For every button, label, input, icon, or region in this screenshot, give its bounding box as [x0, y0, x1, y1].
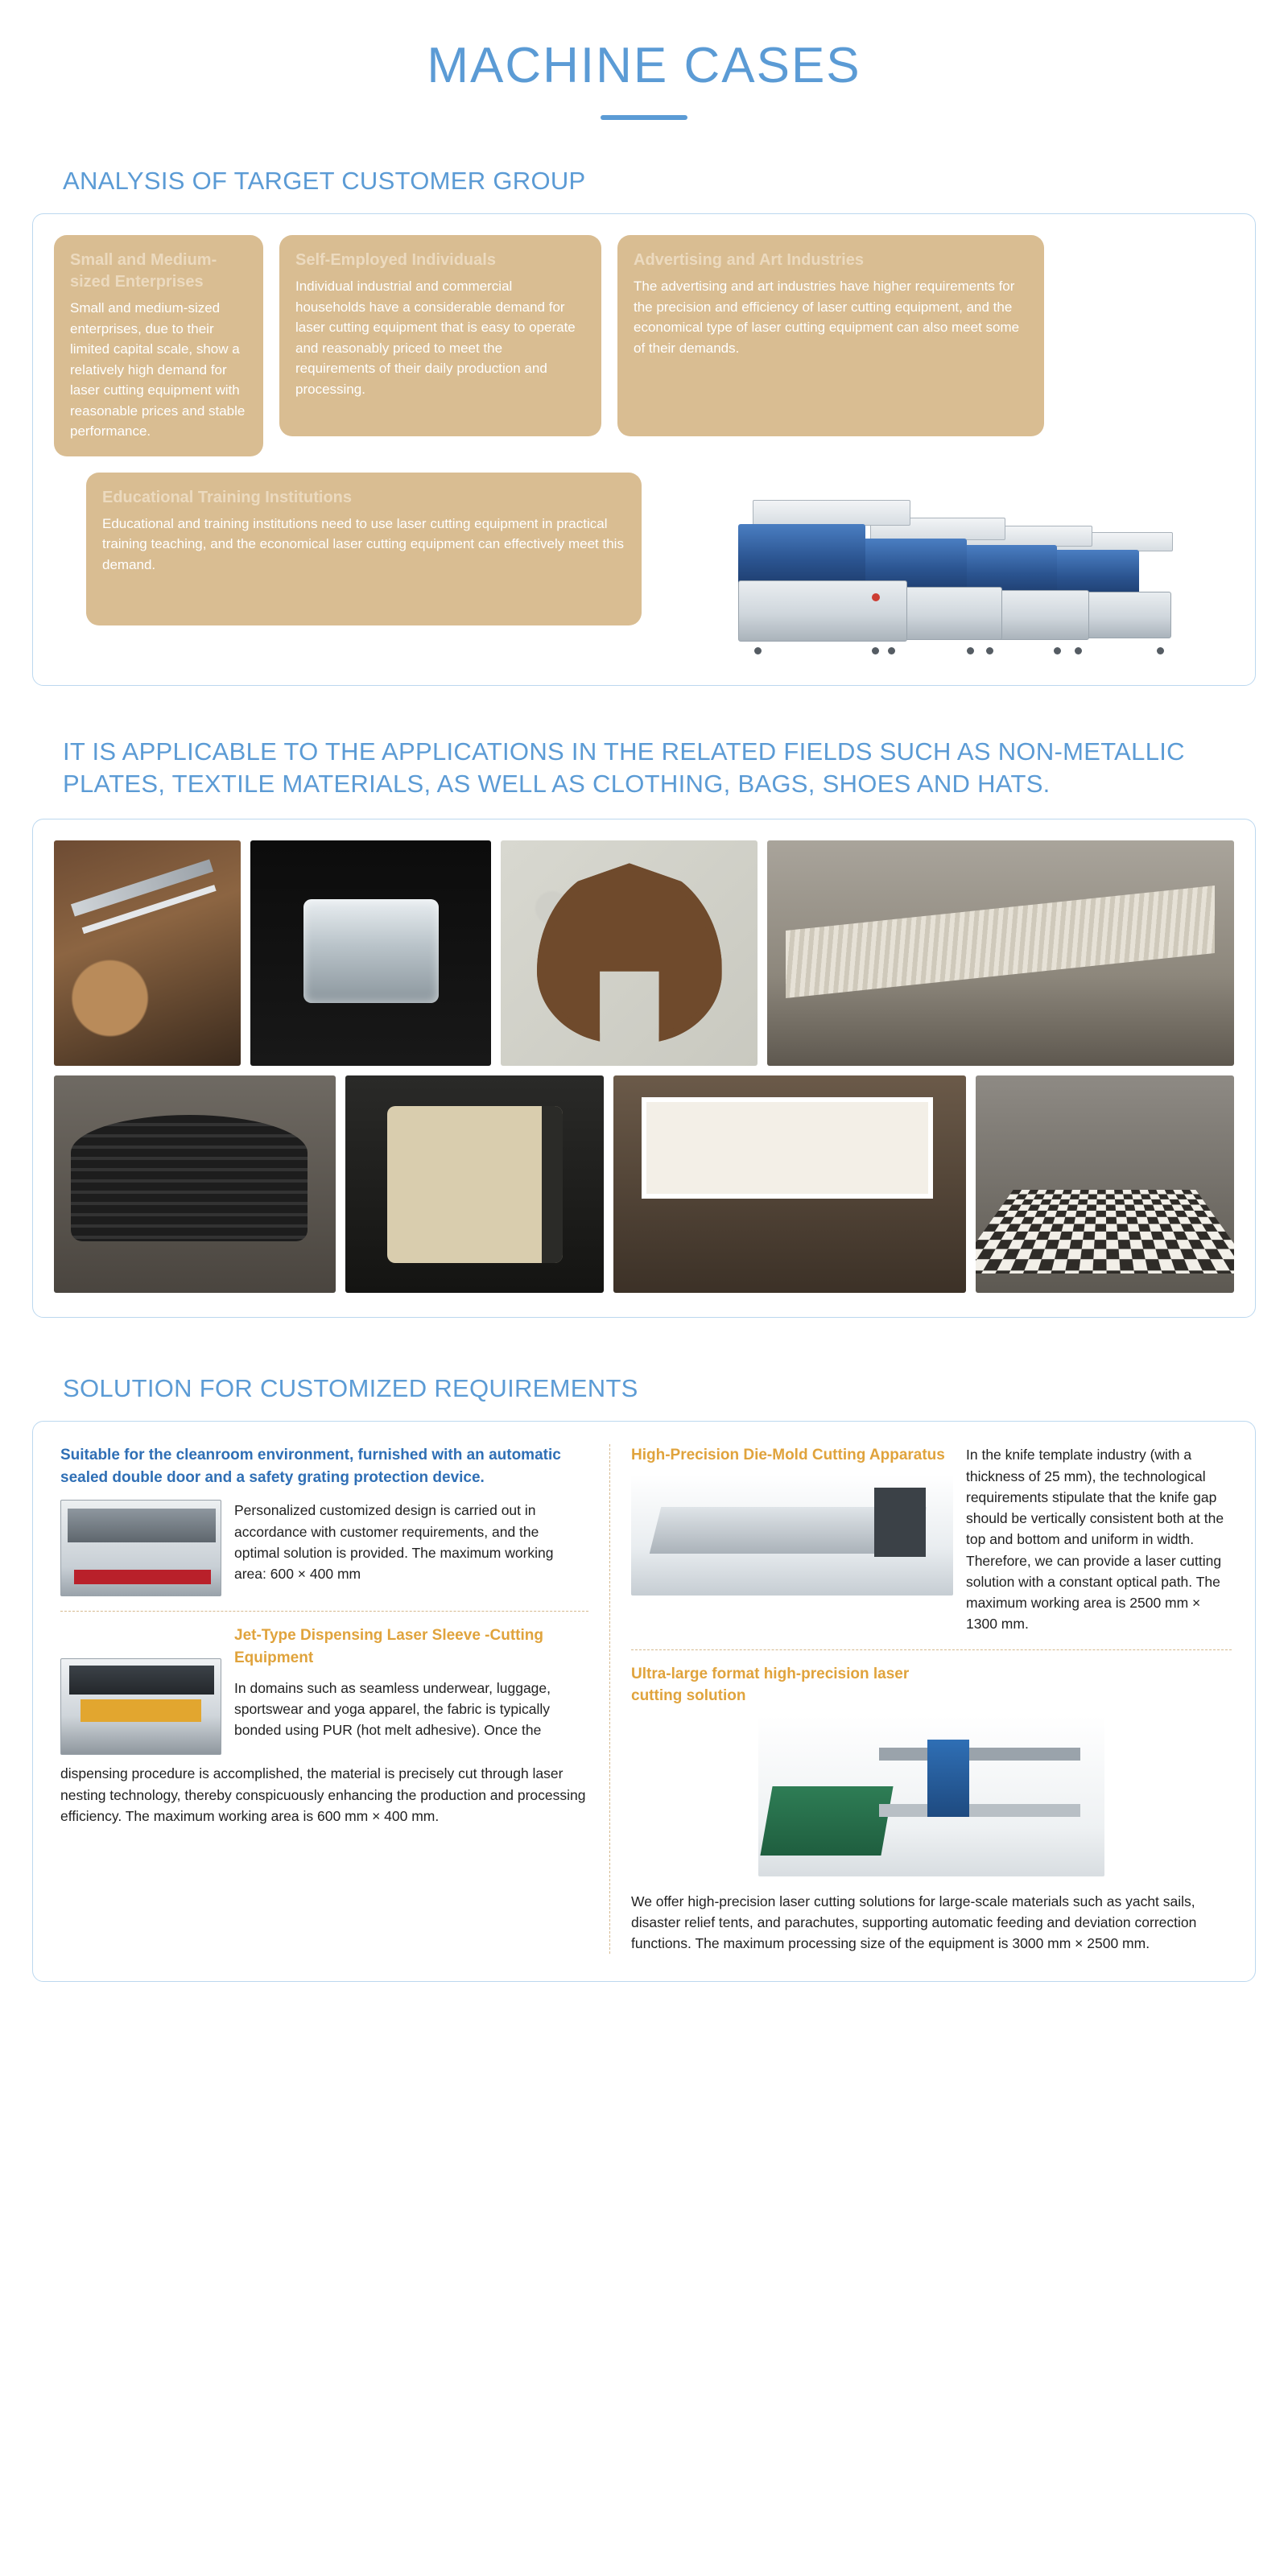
title-underline	[601, 115, 687, 120]
gallery-photo-carved-lace	[501, 840, 758, 1066]
customer-card-sme	[54, 235, 263, 456]
cleanroom-machine-image	[60, 1500, 221, 1596]
solution-item-ultra-large	[631, 1663, 1232, 1955]
gallery-photo-die-board	[345, 1075, 604, 1293]
solution-item-cleanroom	[60, 1444, 588, 1596]
solution-body: Personalized customized design is carried out in accordance with customer requirements, and the optimal solution is provided. The maximum working area: 600 × 400 mm	[234, 1502, 554, 1583]
gallery-photo-wood-caliper	[54, 840, 241, 1066]
gallery-photo-frames	[613, 1075, 966, 1293]
customer-card-advertising-art	[617, 235, 1044, 436]
solutions-left-column	[60, 1444, 609, 1954]
gallery-photo-floor-panel	[976, 1075, 1234, 1293]
section-heading-customer-group: ANALYSIS OF TARGET CUSTOMER GROUP	[63, 167, 586, 195]
solution-content-row	[60, 1624, 588, 1755]
solutions-divider	[60, 1611, 588, 1612]
solution-title: Ultra-large format high-precision laser cutting solution	[631, 1665, 910, 1705]
solution-content-row	[60, 1500, 588, 1596]
solution-body: In domains such as seamless underwear, luggage, sportswear and yoga apparel, the fabric is typically bonded using PUR (hot melt adhesive). Once the	[234, 1679, 551, 1738]
applications-gallery-panel	[32, 819, 1256, 1318]
die-mold-machine-image	[631, 1475, 953, 1596]
solution-body: In the knife template industry (with a thickness of 25 mm), the technological requirements stipulate that the knife gap should be vertically consistent both at the top and bottom and uniform in width. Therefore, we can provide a laser cutting solution with a constant optical path. The maximum working area is 2500 mm × 1300 mm.	[966, 1447, 1224, 1633]
gallery-photo-architectural-model	[767, 840, 1234, 1066]
customer-card-title: Educational Training Institutions	[102, 488, 353, 506]
solutions-panel	[32, 1421, 1256, 1982]
customer-card-body: Educational and training institutions need to use laser cutting equipment in practical training teaching, and the economical laser cutting equipment can effectively meet this demand.	[102, 515, 624, 572]
customer-card-education	[86, 473, 642, 625]
section-heading-applications: IT IS APPLICABLE TO THE APPLICATIONS IN THE RELATED FIELDS SUCH AS NON-METALLIC PLATES, TEXTILE MATERIALS, AS WELL AS CLOTHING, BAGS, SHOES AND HATS.	[63, 737, 1185, 799]
solutions-grid	[60, 1444, 1228, 1954]
gallery-row-2	[54, 1075, 1234, 1293]
customer-card-body: Individual industrial and commercial households have a considerable demand for laser cutting equipment that is easy to operate and reasonably priced to meet the requirements of their daily production and processing.	[295, 279, 576, 397]
gallery-row-1	[54, 840, 1234, 1066]
customer-card-title: Advertising and Art Industries	[634, 251, 864, 269]
solution-title: Suitable for the cleanroom environment, furnished with an automatic sealed double door and a safety grating protection device.	[60, 1447, 561, 1486]
section-heading-solutions: SOLUTION FOR CUSTOMIZED REQUIREMENTS	[63, 1374, 638, 1403]
customer-card-title: Self-Employed Individuals	[295, 251, 496, 269]
customer-card-self-employed	[279, 235, 601, 436]
customer-card-title: Small and Medium-sized Enterprises	[70, 251, 217, 291]
solution-body: We offer high-precision laser cutting solutions for large-scale materials such as yacht sails, disaster relief tents, and parachutes, supporting automatic feeding and deviation correction functions. The maximum processing size of the equipment is 3000 mm × 2500 mm.	[631, 1893, 1197, 1952]
solution-item-jet-dispensing	[60, 1624, 588, 1827]
jet-dispensing-machine-image	[60, 1658, 221, 1755]
customer-card-body: Small and medium-sized enterprises, due to their limited capital scale, show a relatively high demand for laser cutting equipment with reasonable prices and stable performance.	[70, 300, 246, 439]
solutions-right-column	[609, 1444, 1232, 1954]
gallery-photo-leather-stack	[54, 1075, 336, 1293]
ultra-large-machine-image	[758, 1715, 1104, 1876]
solution-item-die-mold	[631, 1444, 1232, 1634]
solution-title: Jet-Type Dispensing Laser Sleeve -Cutting Equipment	[234, 1627, 543, 1666]
solutions-divider	[631, 1649, 1232, 1650]
gallery-photo-acrylic-ring	[250, 840, 492, 1066]
page-title: MACHINE CASES	[427, 38, 861, 93]
solution-title: High-Precision Die-Mold Cutting Apparatus	[631, 1447, 945, 1464]
customer-card-body: The advertising and art industries have higher requirements for the precision and efficiency of laser cutting equipment, and the economical type of laser cutting equipment can also meet some of their demands.	[634, 279, 1020, 356]
customer-cards-row	[54, 235, 1234, 456]
customer-cards-bottom-row	[54, 456, 1234, 661]
solution-body-continued: dispensing procedure is accomplished, the material is precisely cut through laser nesting technology, thereby conspicuously enhancing the production and processing efficiency. The maximum working area is 600 mm × 400 mm.	[60, 1765, 586, 1824]
customer-group-panel	[32, 213, 1256, 686]
machine-lineup-image	[658, 476, 1221, 661]
machine-head	[927, 1740, 969, 1817]
